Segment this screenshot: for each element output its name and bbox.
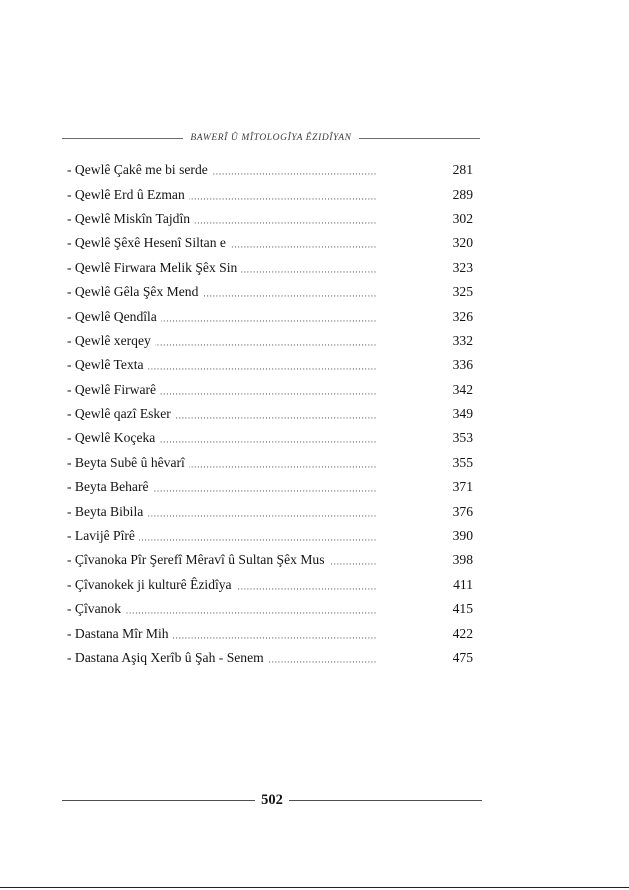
toc-page-number: 342 (452, 381, 473, 397)
toc-row (67, 256, 473, 280)
toc-page-number: 355 (452, 454, 473, 470)
header-rule-left (62, 138, 183, 139)
toc-row (67, 499, 473, 523)
toc-entry (67, 256, 423, 280)
toc-row (67, 451, 473, 475)
toc-title: - Beyta Subê û hêvarî (67, 455, 189, 471)
toc-title: - Qewlê Koçeka (67, 430, 159, 446)
toc-page-number: 411 (453, 576, 473, 592)
toc-page-number: 398 (452, 552, 473, 568)
header-rule-right (359, 138, 480, 139)
toc-entry (67, 280, 423, 304)
toc-page-number: 353 (452, 430, 473, 446)
toc-row (67, 524, 473, 548)
toc-entry (67, 378, 423, 402)
toc-row (67, 426, 473, 450)
toc-entry (67, 597, 423, 621)
toc-page-number: 323 (452, 259, 473, 275)
toc-title: - Qewlê Erd û Ezman (67, 187, 189, 203)
toc-title: - Beyta Bibila (67, 504, 147, 520)
toc-row (67, 158, 473, 182)
toc-page-number: 336 (452, 357, 473, 373)
toc-title: - Qewlê Çakê me bi serde (67, 162, 212, 178)
page-footer (62, 791, 482, 809)
toc-row (67, 621, 473, 645)
toc-row (67, 378, 473, 402)
toc-row (67, 597, 473, 621)
toc-title: - Qewlê Gêla Şêx Mend (67, 284, 202, 300)
toc-entry (67, 621, 423, 645)
toc-entry (67, 499, 423, 523)
toc-entry (67, 402, 423, 426)
running-header (62, 130, 480, 146)
toc-page-number: 376 (452, 503, 473, 519)
footer-rule-right (289, 800, 482, 801)
toc-title: - Qewlê Firwara Melik Şêx Sin (67, 260, 241, 276)
toc-entry (67, 451, 423, 475)
toc-entry (67, 573, 423, 597)
toc-entry (67, 353, 423, 377)
page-number: 502 (261, 791, 283, 808)
toc-row (67, 573, 473, 597)
running-header-title: BAWERÎ Û MÎTOLOGÎYA ÊZIDÎYAN (190, 133, 352, 143)
toc-row (67, 548, 473, 572)
toc-entry (67, 475, 423, 499)
toc-row (67, 182, 473, 206)
toc-title: - Qewlê qazî Esker (67, 406, 175, 422)
toc-page-number: 332 (452, 332, 473, 348)
toc-row (67, 402, 473, 426)
footer-rule-left (62, 800, 255, 801)
toc-page-number: 475 (452, 650, 473, 665)
toc-page-number: 289 (452, 186, 473, 202)
toc-row (67, 280, 473, 304)
toc-title: - Qewlê Qendîla (67, 309, 161, 325)
toc-entry (67, 158, 423, 182)
toc-page-number: 422 (452, 625, 473, 641)
toc-page-number: 302 (452, 210, 473, 226)
toc-page-number: 415 (452, 601, 473, 617)
toc-row (67, 646, 473, 670)
scan-edge-line (0, 887, 629, 888)
table-of-contents (67, 158, 473, 670)
toc-title: - Çîvanokek ji kulturê Êzidîya (67, 577, 236, 593)
toc-entry (67, 182, 423, 206)
toc-page-number: 320 (452, 235, 473, 251)
toc-row (67, 231, 473, 255)
toc-row (67, 304, 473, 328)
toc-title: - Beyta Beharê (67, 479, 153, 495)
toc-title: - Çîvanoka Pîr Şerefî Mêravî û Sultan Şêx Mus (67, 552, 329, 568)
toc-entry (67, 329, 423, 353)
toc-entry (67, 231, 423, 255)
toc-entry (67, 646, 423, 670)
toc-entry (67, 524, 423, 548)
toc-page-number: 325 (452, 284, 473, 300)
toc-page-number: 349 (452, 406, 473, 422)
toc-title: - Qewlê Texta (67, 357, 148, 373)
toc-title: - Qewlê Şêxê Hesenî Siltan e (67, 235, 230, 251)
toc-title: - Lavijê Pîrê (67, 528, 139, 544)
toc-page-number: 281 (452, 162, 473, 178)
toc-entry (67, 304, 423, 328)
toc-row (67, 475, 473, 499)
toc-page-number: 326 (452, 308, 473, 324)
toc-title: - Qewlê Firwarê (67, 382, 160, 398)
toc-page-number: 371 (452, 479, 473, 495)
toc-title: - Qewlê Miskîn Tajdîn (67, 211, 194, 227)
toc-row (67, 329, 473, 353)
toc-entry (67, 207, 423, 231)
toc-title: - Dastana Aşiq Xerîb û Şah - Senem (67, 650, 268, 666)
toc-row (67, 353, 473, 377)
toc-entry (67, 548, 423, 572)
toc-entry (67, 426, 423, 450)
toc-title: - Çîvanok (67, 601, 125, 617)
toc-title: - Qewlê xerqey (67, 333, 155, 349)
toc-page-number: 390 (452, 528, 473, 544)
toc-title: - Dastana Mîr Mih (67, 626, 173, 642)
toc-row (67, 207, 473, 231)
